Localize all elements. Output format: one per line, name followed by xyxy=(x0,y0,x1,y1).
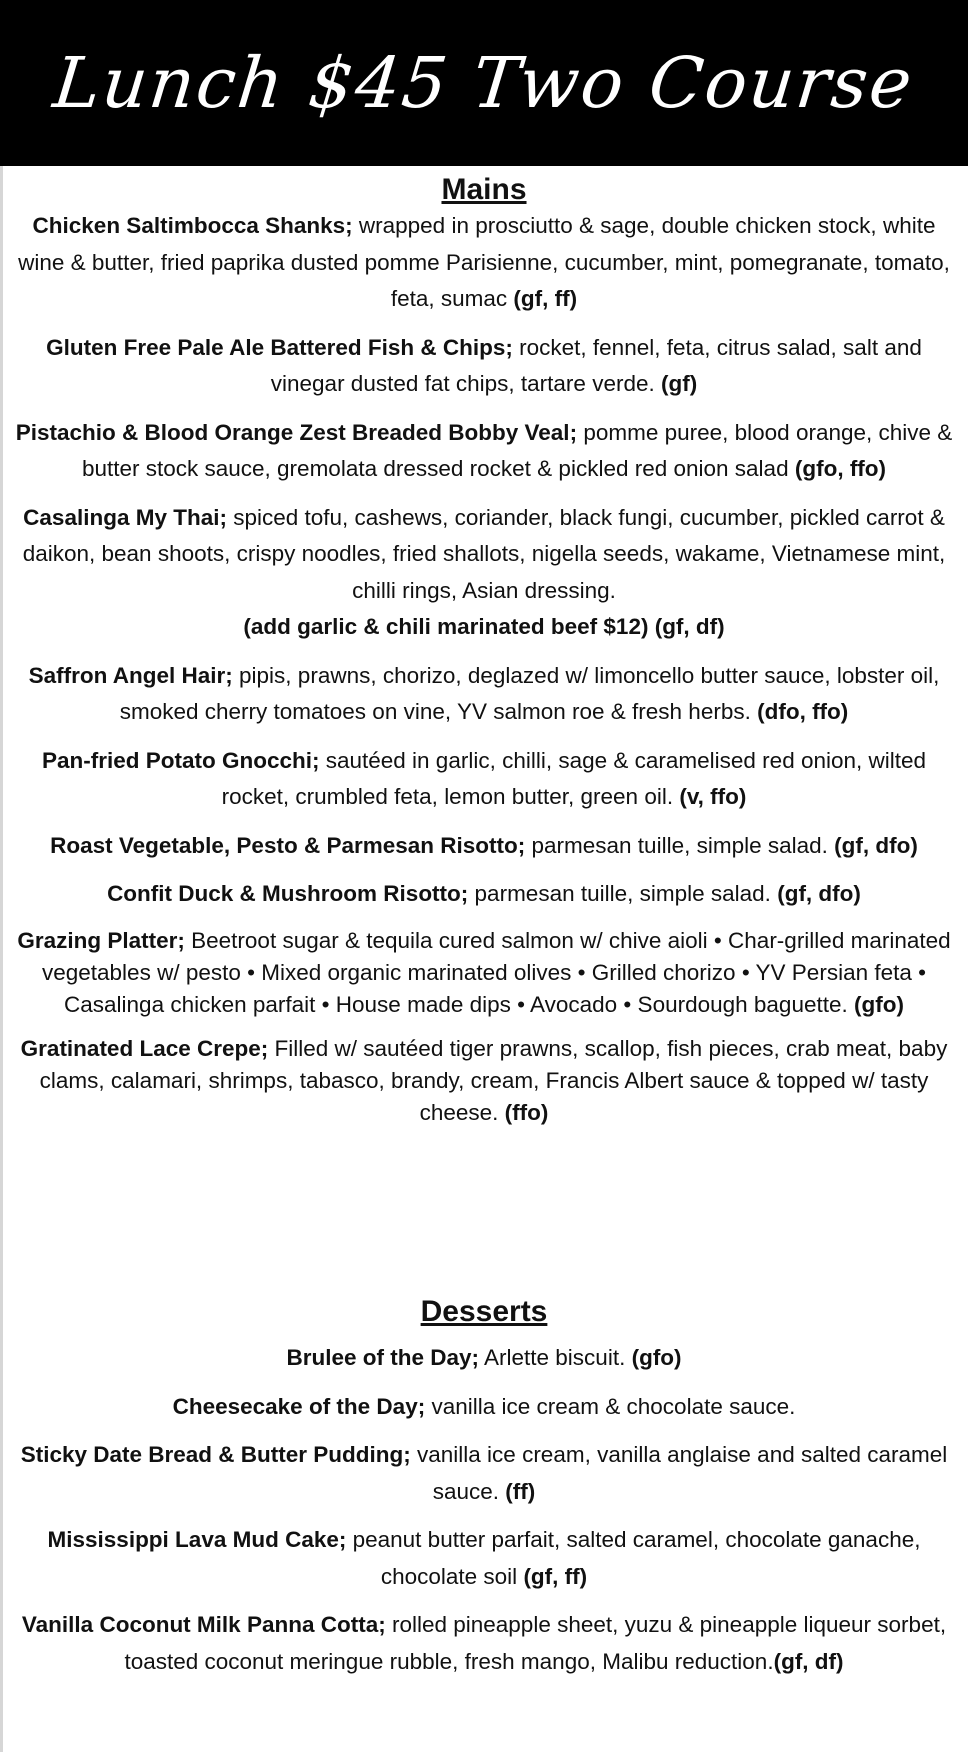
menu-item-name: Saffron Angel Hair; xyxy=(28,662,233,688)
menu-item-name: Mississippi Lava Mud Cake; xyxy=(47,1527,347,1552)
menu-item-name: Cheesecake of the Day; xyxy=(172,1393,426,1419)
menu-item-description: vanilla ice cream, vanilla anglaise and salted caramel sauce. xyxy=(410,1442,948,1504)
menu-item xyxy=(10,500,958,646)
menu-item xyxy=(10,876,958,913)
menu-item-name: Gratinated Lace Crepe; xyxy=(20,1035,269,1061)
menu-header xyxy=(0,0,968,166)
dietary-tags: (gfo) xyxy=(631,1345,682,1370)
menu-item-description: Filled w/ sautéed tiger prawns, scallop, fish pieces, crab meat, baby clams, calamari, shrimps, tabasco, brandy, cream, Francis Albert sauce & topped w/ tasty cheese. xyxy=(39,1035,948,1125)
menu-item-description: pomme puree, blood orange, chive & butter stock sauce, gremolata dressed rocket & pickled red onion salad xyxy=(81,419,953,481)
dietary-tags: (dfo, ffo) xyxy=(757,699,849,724)
desserts-heading: Desserts xyxy=(420,1295,548,1328)
menu-item xyxy=(10,828,958,865)
menu-item-name: Casalinga My Thai; xyxy=(23,504,227,530)
menu-item xyxy=(10,1033,958,1129)
menu-item-description: peanut butter parfait, salted caramel, chocolate ganache, chocolate soil xyxy=(346,1527,921,1589)
dietary-tags: (gf, df) xyxy=(773,1648,844,1674)
dietary-tags: (gf, dfo) xyxy=(834,832,918,858)
dietary-tags: (ff) xyxy=(505,1478,536,1504)
menu-item-name: Sticky Date Bread & Butter Pudding; xyxy=(20,1442,411,1467)
menu-item-description: wrapped in prosciutto & sage, double chicken stock, white wine & butter, fried paprika dusted pomme Parisienne, cucumber, mint, pomegranate, tomato, feta, sumac xyxy=(18,213,950,311)
menu-item xyxy=(10,1389,958,1426)
menu-item-description: vanilla ice cream & chocolate sauce. xyxy=(425,1393,796,1419)
menu-item-description: rolled pineapple sheet, yuzu & pineapple liqueur sorbet, toasted coconut meringue rubble, fresh mango, Malibu reduction. xyxy=(124,1612,947,1674)
menu-item xyxy=(10,1607,958,1680)
menu-item xyxy=(10,658,958,731)
menu-item-name: Pan-fried Potato Gnocchi; xyxy=(41,747,320,773)
mains-heading: Mains xyxy=(441,173,527,206)
menu-item-description: pipis, prawns, chorizo, deglazed w/ limoncello butter sauce, lobster oil, smoked cherry tomatoes on vine, YV salmon roe & fresh herbs. xyxy=(119,662,940,724)
menu-item-description: parmesan tuille, simple salad. xyxy=(525,832,835,858)
menu-item-name: Confit Duck & Mushroom Risotto; xyxy=(107,881,469,906)
desserts-section xyxy=(10,1294,958,1692)
dietary-tags: (v, ffo) xyxy=(679,784,747,809)
menu-item-description: parmesan tuille, simple salad. xyxy=(468,881,778,906)
dietary-tags: (gfo, ffo) xyxy=(794,456,887,481)
menu-item-name: Vanilla Coconut Milk Panna Cotta; xyxy=(21,1612,386,1637)
menu-item xyxy=(10,1340,958,1377)
menu-title: Lunch $45 Two Course xyxy=(50,42,918,124)
menu-item-addon: (add garlic & chili marinated beef $12) (gf, df) xyxy=(243,614,725,639)
mains-section xyxy=(10,172,958,1141)
menu-item-name: Pistachio & Blood Orange Zest Breaded Bobby Veal; xyxy=(15,419,578,445)
menu-item xyxy=(10,925,958,1021)
menu-item xyxy=(10,330,958,403)
menu-item-description: Beetroot sugar & tequila cured salmon w/ chive aioli • Char-grilled marinated vegetables w/ pesto • Mixed organic marinated olives • Grilled chorizo • YV Persian feta • Casalinga chicken parfait • House made dips • Avocado • Sourdough baguette. xyxy=(41,927,951,1017)
menu-item-name: Roast Vegetable, Pesto & Parmesan Risotto; xyxy=(50,832,526,858)
menu-item xyxy=(10,743,958,816)
menu-item xyxy=(10,415,958,488)
dietary-tags: (gf, ff) xyxy=(523,1563,588,1589)
dietary-tags: (gf) xyxy=(660,371,698,396)
dietary-tags: (gf, dfo) xyxy=(777,881,861,906)
menu-item-description: Arlette biscuit. xyxy=(479,1345,632,1370)
dietary-tags: (gfo) xyxy=(854,991,904,1017)
menu-item-description: rocket, fennel, feta, citrus salad, salt and vinegar dusted fat chips, tartare verde. xyxy=(270,334,922,396)
dietary-tags: (ffo) xyxy=(504,1099,549,1125)
menu-item-name: Chicken Saltimbocca Shanks; xyxy=(32,213,353,238)
menu-item xyxy=(10,1437,958,1510)
menu-item-name: Brulee of the Day; xyxy=(286,1345,479,1370)
menu-item-description: spiced tofu, cashews, coriander, black fungi, cucumber, pickled carrot & daikon, bean shoots, crispy noodles, fried shallots, nigella seeds, wakame, Vietnamese mint, chilli rings, Asian dressing. xyxy=(22,504,946,603)
page-edge-divider xyxy=(0,166,3,1752)
menu-item xyxy=(10,1522,958,1595)
menu-item-name: Gluten Free Pale Ale Battered Fish & Chips; xyxy=(46,334,513,360)
dietary-tags: (gf, ff) xyxy=(513,286,578,311)
menu-item-description: sautéed in garlic, chilli, sage & caramelised red onion, wilted rocket, crumbled feta, lemon butter, green oil. xyxy=(221,747,927,809)
menu-item xyxy=(10,208,958,318)
menu-item-name: Grazing Platter; xyxy=(17,927,185,953)
